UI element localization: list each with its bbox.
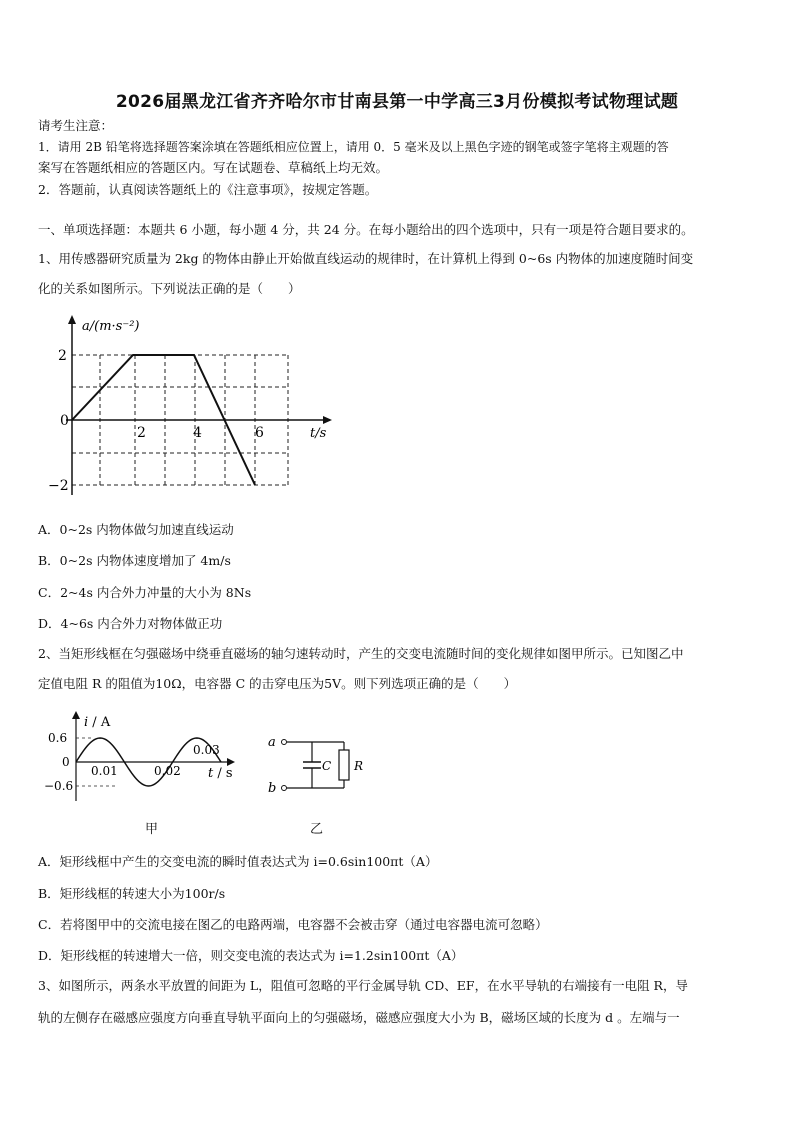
q3-stem-line-2: 轨的左侧存在磁感应强度方向垂直导轨平面向上的匀强磁场，磁感应强度大小为 B，磁场区域的长度为 d 。左端与一 <box>38 1010 680 1025</box>
q1-x-label: t/s <box>310 426 327 441</box>
q1-acceleration-graph <box>40 310 340 500</box>
q2-node-b <box>282 786 287 791</box>
q2-x-tick-1: 0.01 <box>91 764 118 778</box>
q2-y-tick-neg: −0.6 <box>44 779 74 793</box>
q2-caption-yi: 乙 <box>310 822 324 837</box>
q2-terminal-b: b <box>268 781 277 796</box>
notice-head: 请考生注意： <box>38 118 114 133</box>
section-heading: 一、单项选择题：本题共 6 小题，每小题 4 分，共 24 分。在每小题给出的四个选项中，只有一项是符合题目要求的。 <box>38 222 694 237</box>
q1-x-tick-2: 2 <box>137 425 146 441</box>
q3-stem-line-1: 3、如图所示，两条水平放置的间距为 L，阻值可忽略的平行金属导轨 CD、EF，在水平导轨的右端接有一电阻 R，导 <box>38 978 688 993</box>
q2-resistor <box>339 750 349 780</box>
q2-x-label: t / s <box>208 766 233 781</box>
q1-option-c: C．2~4s 内合外力冲量的大小为 8Ns <box>38 585 252 600</box>
q2-option-a: A．矩形线框中产生的交变电流的瞬时值表达式为 i=0.6sin100πt（A） <box>38 854 438 869</box>
q1-stem-line-1: 1、用传感器研究质量为 2kg 的物体由静止开始做直线运动的规律时，在计算机上得到 0~6s 内物体的加速度随时间变 <box>38 251 694 266</box>
q1-stem-line-2: 化的关系如图所示。下列说法正确的是（ ） <box>38 281 301 296</box>
q2-option-b: B．矩形线框的转速大小为100r/s <box>38 886 226 901</box>
q2-cap-label: C <box>322 759 332 773</box>
q1-y-tick-neg2: −2 <box>48 478 69 494</box>
notice-item-2: 2．答题前，认真阅读答题纸上的《注意事项》，按规定答题。 <box>38 182 378 197</box>
q1-y-label: a/(m·s⁻²) <box>82 319 140 334</box>
q2-stem-line-2: 定值电阻 R 的阻值为10Ω，电容器 C 的击穿电压为5V。则下列选项正确的是（ ） <box>38 676 517 691</box>
q2-option-c: C．若将图甲中的交流电接在图乙的电路两端，电容器不会被击穿（通过电容器电流可忽略） <box>38 917 548 932</box>
q2-option-d: D．矩形线框的转速增大一倍，则交变电流的表达式为 i=1.2sin100πt（A） <box>38 948 464 963</box>
q1-option-b: B．0~2s 内物体速度增加了 4m/s <box>38 553 231 568</box>
q2-y-label: i / A <box>84 715 111 730</box>
q2-stem-line-1: 2、当矩形线框在匀强磁场中绕垂直磁场的轴匀速转动时，产生的交变电流随时间的变化规律如图甲所示。已知图乙中 <box>38 646 684 661</box>
q1-y-tick-0: 0 <box>60 413 69 429</box>
q2-capacitor <box>303 762 321 768</box>
q2-y-tick-zero: 0 <box>62 755 70 769</box>
q2-circuit-diagram <box>262 726 372 801</box>
q1-x-tick-6: 6 <box>255 425 264 441</box>
q2-caption-jia: 甲 <box>145 822 159 837</box>
q2-terminal-a: a <box>268 735 276 750</box>
q2-node-a <box>282 740 287 745</box>
q2-y-tick-pos: 0.6 <box>48 731 68 745</box>
q2-current-graph <box>38 706 238 806</box>
q1-x-tick-4: 4 <box>193 425 202 441</box>
page-title: 2026届黑龙江省齐齐哈尔市甘南县第一中学高三3月份模拟考试物理试题 <box>115 92 679 112</box>
q2-res-label: R <box>354 759 364 773</box>
notice-item-1-line-1: 1．请用 2B 铅笔将选择题答案涂填在答题纸相应位置上，请用 0．5 毫米及以上黑色字迹的钢笔或签字笔将主观题的答 <box>38 140 669 154</box>
q2-circuit-wires <box>287 742 344 788</box>
notice-item-1-line-2: 案写在答题纸相应的答题区内。写在试题卷、草稿纸上均无效。 <box>38 160 389 175</box>
q2-x-tick-2: 0.02 <box>154 764 181 778</box>
q1-option-d: D．4~6s 内合外力对物体做正功 <box>38 616 223 631</box>
q2-x-tick-3: 0.03 <box>193 743 220 757</box>
q1-y-tick-2: 2 <box>58 348 67 364</box>
q1-option-a: A．0~2s 内物体做匀加速直线运动 <box>38 522 234 537</box>
